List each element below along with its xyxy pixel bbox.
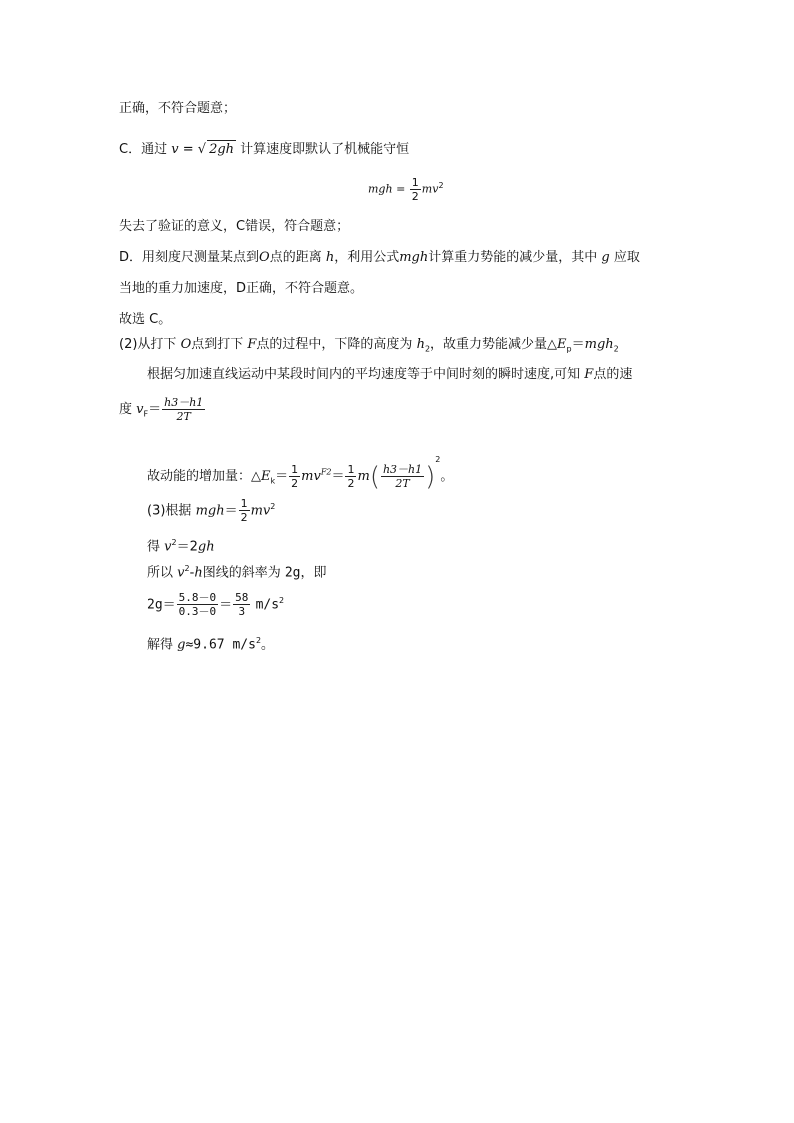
- p5-var-e: E: [261, 469, 271, 484]
- option-d-line-1: [119, 249, 640, 267]
- p5-mv-superscript: F2: [320, 467, 332, 477]
- p7-superscript: 2: [171, 538, 177, 547]
- d-text-c: ，利用公式: [334, 250, 400, 265]
- p5-e-subscript: k: [270, 476, 276, 486]
- p5-inner-fraction: [381, 463, 424, 490]
- p6-text: (3)根据: [147, 503, 192, 519]
- p8-var-h: h: [194, 565, 203, 581]
- sqrt-symbol: √: [197, 142, 207, 157]
- equals-sign: =: [182, 142, 194, 157]
- p4-equals: ＝: [148, 402, 162, 417]
- d-point-o: O: [259, 250, 270, 265]
- option-c-suffix: 计算速度即默认了机械能守恒: [240, 142, 410, 157]
- p2-text-d: ，故重力势能减少量△: [430, 337, 558, 352]
- p6-var-mv: mv: [250, 503, 271, 519]
- p6-denominator: 2: [240, 511, 248, 525]
- p10-end: 。: [261, 637, 275, 653]
- p5-inner-numerator: h3－h1: [382, 463, 423, 476]
- p8-dash: -: [189, 565, 195, 581]
- p7-var-gh: gh: [197, 539, 215, 555]
- p5-f2-denominator: 2: [347, 477, 355, 490]
- part-3-result-line: [147, 534, 215, 556]
- energy-fraction: [410, 176, 421, 203]
- p5-inner-denominator: 2T: [395, 477, 410, 490]
- p8-var-v: v: [177, 565, 185, 581]
- p8-text: 所以: [147, 565, 174, 581]
- part-2-velocity-line: [147, 366, 632, 384]
- p7-text: 得: [147, 539, 161, 555]
- text-line-1: [119, 100, 236, 118]
- p10-text: 解得: [147, 637, 174, 653]
- part-2-line: [119, 336, 619, 359]
- right-paren: ): [425, 461, 436, 492]
- p7-var-v: v: [164, 539, 172, 555]
- p2-var-mgh: mgh: [584, 337, 614, 352]
- p5-f2-numerator: 1: [347, 463, 355, 476]
- d-line-2-text: 当地的重力加速度，D正确，不符合题意。: [119, 281, 364, 296]
- p9-f2-denominator: 3: [238, 605, 246, 619]
- answer-choice: [119, 311, 171, 329]
- lost-meaning-text: 失去了验证的意义，C错误，符合题意；: [119, 219, 350, 234]
- d-var-h: h: [325, 250, 335, 265]
- sqrt-content: 2gh: [209, 142, 235, 157]
- option-d-line-2: [119, 280, 363, 298]
- p2-text-a: (2)从打下: [119, 337, 177, 352]
- d-var-g: g: [601, 250, 610, 265]
- p9-f1-denominator: 0.3－0: [178, 605, 217, 619]
- part-3-formula: [147, 490, 275, 528]
- p9-fraction-2: [233, 591, 250, 618]
- p4-text: 度: [119, 402, 133, 417]
- p2-h-subscript: 2: [424, 344, 431, 354]
- p8-superscript: 2: [184, 564, 190, 573]
- p5-outer-superscript: 2: [435, 455, 441, 464]
- p10-var-g: g: [177, 637, 186, 653]
- p2-e-subscript: p: [566, 344, 572, 354]
- d-text-e: 应取: [613, 250, 640, 265]
- p5-text: 故动能的增加量：△: [147, 469, 261, 484]
- p9-equals: ＝: [219, 597, 233, 613]
- p5-equals-1: ＝: [275, 469, 289, 484]
- p9-f1-numerator: 5.8－0: [178, 591, 217, 605]
- p5-fraction-2: [345, 463, 356, 490]
- p5-end: 。: [440, 469, 454, 484]
- fraction-numerator: 1: [411, 176, 419, 189]
- p4-v-subscript: F: [143, 409, 149, 419]
- p5-equals-2: ＝: [331, 469, 345, 484]
- p5-fraction-1: [289, 463, 300, 490]
- d-text-a: D．用刻度尺测量某点到: [119, 250, 260, 265]
- slope-line: [147, 560, 327, 582]
- p2-var-e: E: [557, 337, 567, 352]
- energy-rhs-exponent: 2: [438, 180, 444, 190]
- p2-point-o: O: [180, 337, 192, 352]
- p2-var-h: h: [416, 337, 425, 352]
- p6-equals: ＝: [224, 503, 238, 519]
- p8-text-d: ，即: [300, 565, 327, 581]
- p9-unit-superscript: 2: [279, 596, 285, 605]
- d-text-b: 点的距离: [269, 250, 322, 265]
- p2-equals: ＝: [571, 337, 585, 352]
- p3-point-f: F: [584, 367, 594, 382]
- p8-2g: 2g: [284, 565, 301, 581]
- p6-fraction: [239, 497, 250, 524]
- velocity-formula: [119, 392, 206, 433]
- p6-numerator: 1: [240, 497, 248, 511]
- p5-var-mv: mv: [301, 469, 321, 484]
- final-result-line: [147, 632, 274, 654]
- formula-v: v: [171, 142, 179, 157]
- answer-choice-text: 故选 C。: [119, 312, 172, 327]
- option-c-prefix: C．通过: [119, 142, 168, 157]
- p5-f1-denominator: 2: [291, 477, 299, 490]
- p7-equals: ＝2: [176, 539, 198, 555]
- p2-text-b: 点到打下: [191, 337, 244, 352]
- energy-lhs: mgh: [368, 182, 393, 196]
- p3-end: 点的速: [593, 367, 633, 382]
- p5-f1-numerator: 1: [291, 463, 299, 476]
- p10-superscript: 2: [255, 636, 262, 645]
- p2-point-f: F: [247, 337, 257, 352]
- line-1-text: 正确，不符合题意；: [119, 101, 237, 116]
- energy-equation: [368, 176, 444, 203]
- left-paren: (: [369, 461, 380, 492]
- p9-text: 2g＝: [147, 597, 176, 613]
- velocity-fraction: [162, 396, 205, 423]
- p10-value: ≈9.67 m/s: [185, 637, 256, 653]
- p9-f2-numerator: 58: [235, 591, 249, 605]
- fraction-denominator: 2: [411, 190, 419, 203]
- energy-equals: =: [396, 182, 406, 196]
- p5-var-m: m: [357, 469, 370, 484]
- p4-var-v: v: [136, 402, 144, 417]
- velocity-denominator: 2T: [176, 410, 191, 423]
- energy-rhs: mv: [421, 182, 439, 196]
- velocity-numerator: h3－h1: [164, 396, 204, 409]
- p2-text-c: 点的过程中，下降的高度为: [256, 337, 413, 352]
- p2-mgh-subscript: 2: [613, 344, 619, 354]
- p6-superscript: 2: [270, 502, 276, 511]
- p9-unit: m/s: [255, 597, 280, 613]
- text-line-lost: [119, 218, 349, 236]
- slope-calculation: [147, 584, 284, 622]
- option-c-line: [119, 140, 409, 159]
- p6-var-mgh: mgh: [195, 503, 225, 519]
- d-var-mgh: mgh: [399, 250, 429, 265]
- p8-text-c: 图线的斜率为: [202, 565, 281, 581]
- p3-text: 根据匀加速直线运动中某段时间内的平均速度等于中间时刻的瞬时速度,可知: [147, 367, 581, 382]
- p9-fraction-1: [177, 591, 219, 618]
- d-text-d: 计算重力势能的减少量，其中: [428, 250, 598, 265]
